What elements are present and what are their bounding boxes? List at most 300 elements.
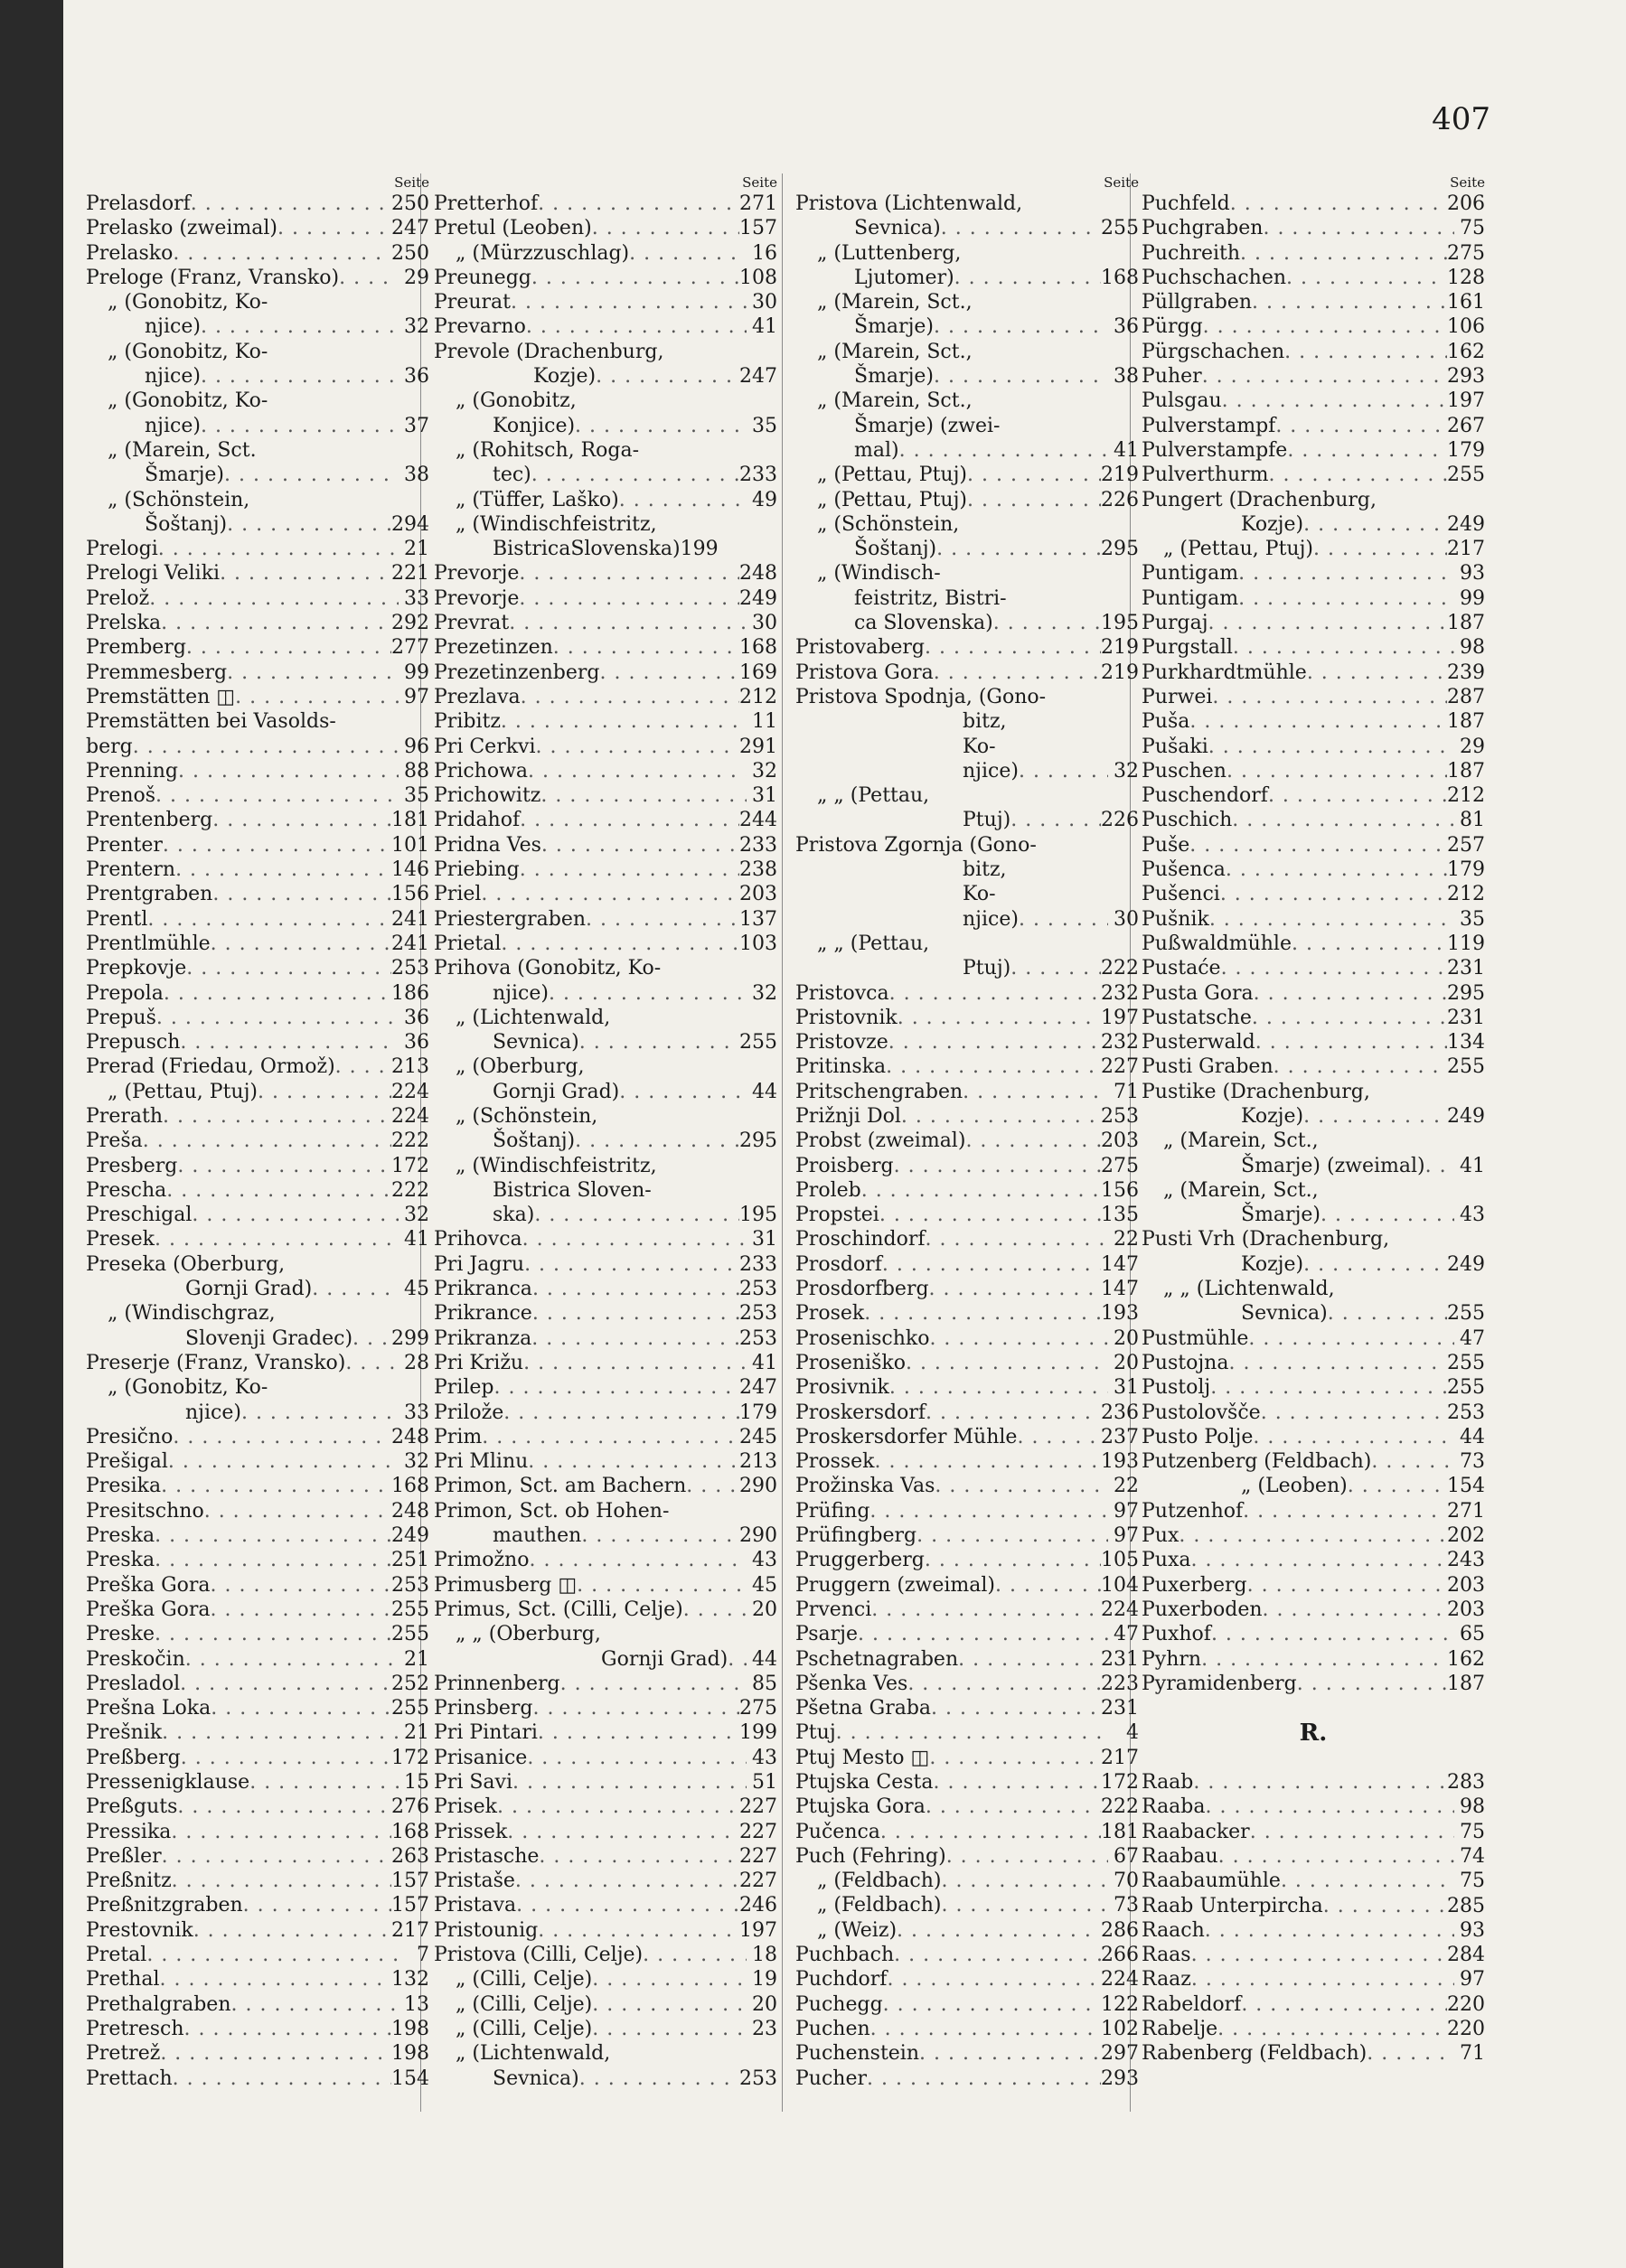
dot-leader (925, 635, 1101, 660)
page-ref: 36 (404, 1031, 429, 1054)
page-ref: 249 (1447, 512, 1485, 536)
dot-leader (161, 1474, 391, 1498)
entry-name: mal) (854, 438, 899, 462)
index-entry (86, 1746, 429, 1770)
dot-leader (1000, 414, 1108, 438)
seite-label: Seite (742, 174, 777, 191)
index-entry (86, 1425, 429, 1449)
page-ref: 147 (1101, 1278, 1139, 1301)
entry-name: Pri Pintari (434, 1721, 538, 1745)
index-entry (795, 290, 1139, 314)
page-ref: 31 (752, 784, 777, 808)
entry-name: Raabau (1142, 1845, 1218, 1868)
dot-leader (599, 661, 739, 685)
dot-leader (163, 833, 391, 858)
index-entry (795, 1893, 1139, 1917)
index-entry (795, 1006, 1139, 1030)
page-ref (1454, 1080, 1485, 1104)
entry-name: Proskersdorf (795, 1401, 926, 1424)
dot-leader (168, 1449, 399, 1474)
entry-name: Pürgg (1142, 315, 1203, 339)
dot-leader (156, 1006, 399, 1030)
page-ref: 44 (752, 1080, 777, 1103)
index-entry (1142, 611, 1485, 635)
index-entry (434, 1054, 777, 1079)
index-entry (1142, 512, 1485, 537)
dot-leader (161, 611, 391, 635)
page-ref (747, 389, 777, 413)
page-ref: 275 (739, 1697, 777, 1720)
dot-leader (268, 290, 399, 314)
index-entry (795, 1080, 1139, 1104)
entry-name: Pristasche (434, 1844, 540, 1868)
page-ref: 35 (1460, 907, 1485, 931)
dot-leader (522, 1227, 747, 1251)
entry-name: Premstätten bei Vasolds- (86, 710, 336, 734)
dot-leader (1205, 1918, 1454, 1943)
page-ref: 222 (391, 1129, 429, 1153)
index-entry (434, 438, 777, 463)
page-ref: 291 (739, 735, 777, 758)
dot-leader (619, 1080, 747, 1104)
page-ref: 195 (1101, 612, 1139, 635)
page-ref: 253 (1447, 1401, 1485, 1424)
dot-leader (523, 1351, 747, 1375)
dot-leader (1007, 709, 1108, 734)
index-entry (86, 512, 429, 537)
entry-name: Prinsberg (434, 1697, 533, 1720)
dot-leader (657, 512, 747, 537)
entry-name: Puchdorf (795, 1968, 888, 1992)
index-entry (795, 685, 1139, 709)
page-ref: 32 (752, 981, 777, 1005)
dot-leader (172, 1869, 391, 1893)
entry-name: Puschendorf (1142, 784, 1268, 808)
page-ref: 227 (739, 1820, 777, 1843)
dot-leader (1037, 833, 1108, 858)
index-entry (434, 685, 777, 709)
entry-name: Pušnik (1142, 907, 1209, 931)
dot-leader (162, 1844, 391, 1869)
entry-name: Prepuš (86, 1006, 156, 1029)
index-entry (1142, 1401, 1485, 1425)
page-ref: 47 (1460, 1326, 1485, 1350)
entry-name: Presladol (86, 1672, 181, 1695)
dot-leader (527, 1746, 747, 1770)
dot-leader (961, 241, 1108, 266)
page-ref: 156 (391, 883, 429, 906)
page-ref: 271 (739, 192, 777, 215)
dot-leader (592, 1967, 747, 1992)
entry-name: Prepkovje (86, 957, 187, 980)
page-ref: 231 (1447, 957, 1485, 980)
page-ref (1454, 1178, 1485, 1203)
page-ref: 283 (1447, 1771, 1485, 1795)
page-ref: 29 (404, 266, 429, 289)
dot-leader (610, 1006, 747, 1030)
index-entry (795, 1154, 1139, 1178)
index-entry (795, 314, 1139, 339)
entry-name: Prvenci (795, 1598, 872, 1621)
page-ref: 154 (391, 2067, 429, 2090)
entry-name: „ „ (Pettau, (817, 784, 930, 808)
index-entry (1142, 735, 1485, 759)
index-entry (434, 1401, 777, 1425)
dot-leader (1250, 1820, 1454, 1844)
dot-leader (1254, 981, 1447, 1006)
page-ref: 187 (1447, 612, 1485, 635)
page-ref: 255 (1447, 1376, 1485, 1400)
dot-leader (882, 1252, 1101, 1277)
entry-name: Preßnitzgraben (86, 1894, 243, 1917)
index-entry (1142, 389, 1485, 413)
page-ref: 203 (1447, 1598, 1485, 1621)
dot-leader (592, 216, 739, 240)
page-ref: 186 (391, 981, 429, 1005)
index-entry (795, 586, 1139, 611)
dot-leader (501, 932, 739, 956)
page-ref: 172 (391, 1746, 429, 1769)
entry-name: Prikrance (434, 1302, 532, 1326)
entry-name: Pürgschachen (1142, 340, 1285, 363)
entry-name: Prosek (795, 1302, 865, 1326)
index-entry (86, 1030, 429, 1054)
page-ref: 284 (1447, 1944, 1485, 1967)
page-ref: 206 (1447, 192, 1485, 215)
page-ref: 271 (1447, 1499, 1485, 1523)
entry-name: „ (Marein, Sct., (817, 389, 973, 413)
index-entry (1142, 1499, 1485, 1523)
dot-leader (929, 1746, 1101, 1770)
dot-leader (1202, 364, 1447, 389)
entry-name: Preschigal (86, 1204, 193, 1227)
dot-leader (1232, 808, 1454, 832)
entry-name: Prenter (86, 833, 163, 857)
dot-leader (160, 2041, 391, 2066)
index-entry (434, 661, 777, 685)
index-entry (434, 759, 777, 783)
entry-name: Pritinska (795, 1055, 887, 1079)
dot-leader (959, 512, 1108, 537)
page-ref: 45 (404, 1278, 429, 1301)
page-ref (1454, 1227, 1485, 1251)
index-entry (434, 314, 777, 339)
page-ref: 221 (391, 562, 429, 586)
entry-name: Preserje (Franz, Vransko) (86, 1351, 346, 1374)
entry-name: Pristovnik (795, 1006, 898, 1029)
page-ref: 169 (739, 661, 777, 684)
entry-name: Rabenberg (Feldbach) (1142, 2042, 1368, 2066)
index-entry (434, 1720, 777, 1745)
page-ref: 255 (1447, 1055, 1485, 1079)
dot-leader (1228, 1351, 1447, 1375)
entry-name: ska) (493, 1204, 535, 1227)
index-entry (434, 1992, 777, 2017)
index-entry (434, 1351, 777, 1375)
entry-name: Puchenstein (795, 2042, 920, 2066)
page-ref: 31 (1114, 1376, 1139, 1400)
index-entry (1142, 1030, 1485, 1054)
entry-name: Premstätten ◫ (86, 685, 236, 708)
page-ref: 36 (404, 365, 429, 389)
index-entry (795, 561, 1139, 586)
entry-name: Pristova (Cilli, Celje) (434, 1944, 644, 1967)
dot-leader (643, 1943, 747, 1967)
dot-leader (177, 1154, 391, 1178)
index-entry (86, 216, 429, 240)
index-entry (795, 1869, 1139, 1893)
dot-leader (257, 438, 399, 463)
dot-leader (669, 1499, 747, 1523)
entry-name: Pusti Graben (1142, 1055, 1274, 1079)
entry-name: Pristovca (795, 981, 889, 1005)
index-entry (795, 1992, 1139, 2017)
page-ref: 255 (391, 1697, 429, 1720)
entry-name: Prelogi (86, 538, 158, 561)
dot-leader (211, 1598, 391, 1622)
dot-leader (894, 1943, 1101, 1967)
page-ref: 247 (391, 217, 429, 240)
entry-name: Pustike (Drachenburg, (1142, 1080, 1370, 1103)
page-ref: 255 (391, 1623, 429, 1646)
index-entry (86, 1943, 429, 1967)
index-entry (86, 1449, 429, 1474)
index-entry (795, 1598, 1139, 1622)
index-entry (795, 1622, 1139, 1646)
entry-name: Prevorje (434, 586, 520, 610)
entry-name: Primusberg ◫ (434, 1573, 578, 1597)
index-column-4 (1142, 173, 1485, 2067)
dot-leader (339, 266, 399, 290)
page-ref: 179 (739, 1401, 777, 1424)
page-ref: 21 (404, 1721, 429, 1745)
dot-leader (553, 635, 739, 660)
index-entry (795, 266, 1139, 290)
page-ref: 249 (1447, 1252, 1485, 1276)
dot-leader (268, 1375, 399, 1400)
dot-leader (143, 1129, 391, 1153)
page-ref: 32 (404, 1204, 429, 1227)
dot-leader (661, 956, 747, 980)
entry-name: Puxerberg (1142, 1573, 1247, 1597)
entry-name: „ (Leoben) (1241, 1475, 1348, 1498)
page-ref (1108, 783, 1139, 808)
dot-leader (181, 1746, 391, 1770)
page-ref (399, 488, 429, 512)
dot-leader (1425, 1154, 1454, 1178)
dot-leader (1220, 882, 1447, 906)
page-ref (747, 1054, 777, 1079)
dot-leader (268, 389, 399, 413)
index-entry (86, 1499, 429, 1523)
page-ref: 31 (752, 1228, 777, 1251)
index-entry (1142, 537, 1485, 561)
entry-name: bitz, (963, 858, 1007, 882)
index-entry (86, 414, 429, 438)
dot-leader (1253, 1425, 1454, 1449)
index-entry (434, 932, 777, 956)
page-ref: 99 (404, 661, 429, 684)
page-ref: 98 (1460, 1795, 1485, 1819)
dot-leader (869, 1499, 1108, 1523)
dot-leader (164, 981, 391, 1006)
index-entry (434, 1696, 777, 1720)
page-ref: 248 (391, 1425, 429, 1448)
page-ref (399, 1375, 429, 1400)
index-entry (795, 1844, 1139, 1869)
entry-name: Pruggern (zweimal) (795, 1573, 996, 1597)
dot-leader (577, 389, 747, 413)
page-ref: 290 (739, 1524, 777, 1548)
page-ref: 41 (752, 1351, 777, 1374)
entry-name: Prelska (86, 612, 162, 635)
page-ref: 157 (739, 217, 777, 240)
entry-name: Proleb (795, 1178, 861, 1202)
entry-name: Prentlmühle (86, 932, 211, 955)
index-entry (1142, 1918, 1485, 1943)
entry-name: Pretterhof (434, 192, 539, 215)
dot-leader (541, 833, 739, 858)
page-ref: 98 (1460, 636, 1485, 660)
dot-leader (619, 488, 747, 512)
dot-leader (1221, 956, 1447, 980)
dot-leader (1191, 1548, 1448, 1572)
index-entry (434, 1820, 777, 1844)
dot-leader (864, 1301, 1101, 1326)
entry-name: Prüfing (795, 1499, 870, 1523)
index-entry (1142, 1992, 1485, 2017)
page-ref: 253 (739, 1326, 777, 1350)
page-ref: 203 (739, 883, 777, 906)
page-ref: 195 (739, 1204, 777, 1227)
index-entry (795, 1672, 1139, 1696)
entry-name: Puchgraben (1142, 217, 1264, 240)
page-ref: 41 (1460, 1154, 1485, 1177)
index-entry (86, 192, 429, 216)
dot-leader (888, 1030, 1101, 1054)
dot-leader (1335, 1277, 1454, 1301)
index-entry (795, 1054, 1139, 1079)
index-entry (434, 1449, 777, 1474)
dot-leader (728, 1647, 747, 1672)
index-entry (1142, 808, 1485, 832)
entry-name: Purgaj (1142, 612, 1208, 635)
entry-name: Šmarje) (zweimal) (1241, 1154, 1425, 1177)
index-entry (86, 1598, 429, 1622)
page-ref: 213 (739, 1450, 777, 1474)
dot-leader (158, 537, 399, 561)
entry-name: Prelogi Veliki (86, 562, 221, 586)
index-entry (86, 1869, 429, 1893)
entry-name: „ (Gonobitz, Ko- (108, 389, 268, 413)
dot-leader (212, 882, 391, 906)
index-entry (86, 611, 429, 635)
index-entry (795, 340, 1139, 364)
index-entry (86, 661, 429, 685)
entry-name: Preska (86, 1549, 155, 1572)
index-entry (434, 1548, 777, 1572)
page-ref (747, 512, 777, 537)
entry-name: Prerad (Friedau, Ormož) (86, 1055, 335, 1079)
index-entry (86, 956, 429, 980)
index-entry (795, 1104, 1139, 1129)
index-entry (86, 389, 429, 413)
index-entry (1142, 1647, 1485, 1672)
dot-leader (534, 1203, 739, 1227)
dot-leader (931, 1696, 1101, 1720)
index-entry (1142, 1598, 1485, 1622)
entry-name: Rabelje (1142, 2018, 1218, 2041)
page-ref: 220 (1447, 1992, 1485, 2016)
index-entry (434, 1227, 777, 1251)
page-ref: 198 (391, 2042, 429, 2066)
dot-leader (497, 1795, 739, 1819)
entry-name: Sevnica) (854, 217, 941, 240)
page-ref: 45 (752, 1573, 777, 1597)
entry-name: Premmesberg (86, 661, 228, 684)
index-entry (795, 1720, 1139, 1745)
dot-leader (1179, 1523, 1447, 1548)
dot-leader (936, 537, 1101, 561)
dot-leader (1303, 512, 1447, 537)
index-entry (1142, 1252, 1485, 1277)
entry-name: Kozje) (1241, 1104, 1304, 1128)
page-ref: 74 (1460, 1845, 1485, 1868)
entry-name: „ (Windischfeistritz, (456, 512, 657, 536)
index-entry (86, 1893, 429, 1917)
entry-name: Ptuj (795, 1721, 836, 1745)
dot-leader (1269, 463, 1447, 487)
page-ref (1108, 586, 1139, 611)
entry-name: „ (Marein, Sct., (817, 291, 973, 314)
index-entry (434, 389, 777, 413)
page-ref: 20 (752, 1598, 777, 1621)
page-ref: 28 (404, 1351, 429, 1374)
entry-name: Prevrat (434, 612, 510, 635)
entry-name: Puher (1142, 365, 1202, 389)
entry-name: Prepola (86, 981, 164, 1005)
entry-name: „ (Weiz) (817, 1918, 898, 1942)
dot-leader (592, 2017, 747, 2041)
entry-name: njice) (145, 414, 201, 437)
entry-name: Puxerboden (1142, 1598, 1263, 1621)
entry-name: Prenning (86, 759, 178, 783)
page-ref: 255 (1447, 1351, 1485, 1374)
page-ref: 30 (752, 291, 777, 314)
page-ref (1108, 414, 1139, 438)
page-ref: 75 (1460, 1820, 1485, 1843)
dot-leader (1252, 290, 1447, 314)
entry-name: Pulverstampfe (1142, 438, 1288, 462)
index-entry (86, 759, 429, 783)
dot-leader (201, 314, 399, 339)
page-ref: 224 (1101, 1968, 1139, 1992)
index-entry (434, 414, 777, 438)
dot-leader (147, 907, 391, 932)
index-entry (434, 1006, 777, 1030)
entry-name: Preske (86, 1623, 155, 1646)
page-ref: 172 (1101, 1771, 1139, 1794)
dot-leader (173, 241, 391, 266)
entry-name: Prelasdorf (86, 192, 191, 215)
entry-name: BistricaSlovenska)199 (493, 538, 719, 561)
page-ref (747, 1499, 777, 1523)
index-entry (86, 1301, 429, 1326)
entry-name: Gornji Grad) (185, 1278, 313, 1301)
index-entry (86, 1647, 429, 1672)
page-ref (1454, 1129, 1485, 1153)
entry-name: Pustojna (1142, 1351, 1229, 1374)
